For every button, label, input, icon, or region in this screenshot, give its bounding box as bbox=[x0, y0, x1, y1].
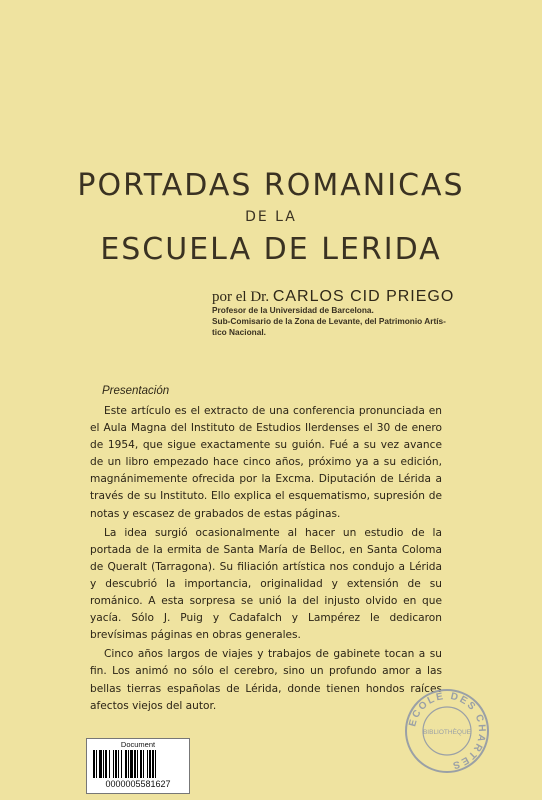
title-line-1: PORTADAS ROMANICAS bbox=[77, 168, 465, 203]
author-byline bbox=[212, 288, 454, 306]
author-affiliation bbox=[212, 305, 472, 338]
author-name: CARLOS CID PRIEGO bbox=[272, 288, 455, 305]
library-stamp bbox=[404, 688, 490, 774]
section-heading: Presentación bbox=[102, 385, 170, 397]
barcode-caption: Document bbox=[120, 740, 156, 749]
title-line-2: ESCUELA DE LERIDA bbox=[100, 232, 442, 267]
affiliation-line-2: Sub-Comisario de la Zona de Levante, del Patrimonio Artís- bbox=[212, 316, 446, 326]
stamp-center-text: BIBLIOTHÈQUE bbox=[422, 729, 472, 736]
title-connector: DE LA bbox=[245, 209, 297, 225]
stamp-seal-icon bbox=[404, 688, 490, 774]
paragraph-2: La idea surgió ocasionalmente al hacer un estudio de la portada de la ermita de Santa María de Belloc, en Santa Coloma de Queralt (Tarragona). Su filiación artística nos condujo a Lérida y descubrió la importancia, originalidad y extensión de su románico. A esta sorpresa se unió la del injusto olvido en que yacía. Sólo J. Puig y Cadafalch y Lampérez le dedicaron brevísimas páginas en obras generales. bbox=[90, 526, 442, 642]
stamp-ring-text: ECOLE DES CHARTES bbox=[407, 690, 488, 771]
paragraph-1: Este artículo es el extracto de una conferencia pronunciada en el Aula Magna del Instituto de Estudios Ilerdenses el 30 de enero de 1954, que sigue exactamente su guión. Fué a su vez avance de un libro empezado hace cinco años, próximo ya a su edición, magnánimemente ofrecida por la Excma. Diputación de Lérida a través de su Instituto. Ello explica el esquematismo, supresión de notas y escasez de grabados de estas páginas. bbox=[90, 405, 442, 520]
barcode-number: 0000005581627 bbox=[105, 779, 171, 789]
barcode-bars-icon bbox=[93, 750, 183, 778]
paragraph-3: Cinco años largos de viajes y trabajos de gabinete tocan a su fin. Los animó no sólo el cerebro, sino un profundo amor a las bellas tierras españolas de Lérida, donde tienen hondos raíces afectos viejos del autor. bbox=[90, 648, 442, 712]
body-text bbox=[90, 403, 442, 717]
author-prefix: por el Dr. bbox=[212, 289, 270, 305]
affiliation-line-1: Profesor de la Universidad de Barcelona. bbox=[212, 305, 374, 315]
affiliation-line-3: tico Nacional. bbox=[212, 327, 266, 337]
barcode-label bbox=[86, 738, 190, 794]
